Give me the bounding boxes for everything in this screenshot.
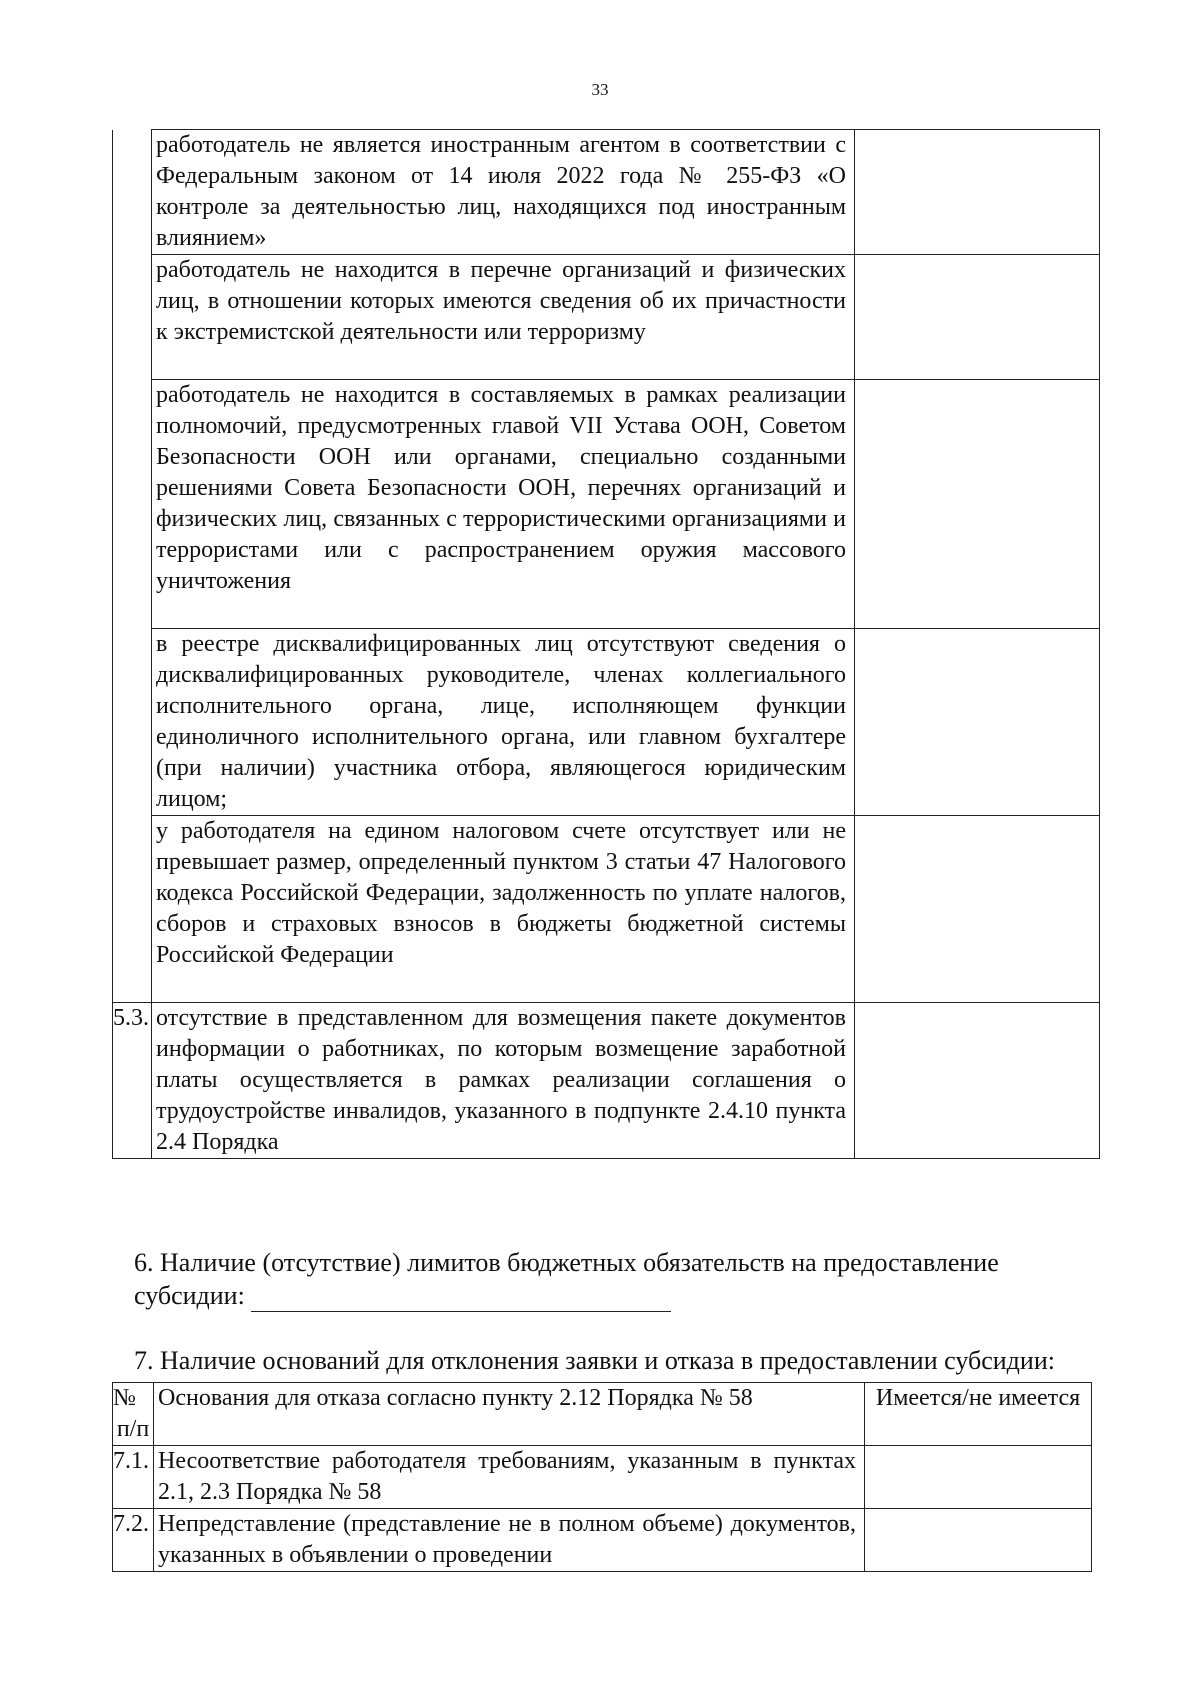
rejection-grounds-table bbox=[112, 1382, 1092, 1572]
table-row bbox=[113, 255, 1100, 380]
row-number bbox=[113, 130, 152, 255]
section-6-line-1: 6. Наличие (отсутствие) лимитов бюджетных обязательств на предоставление bbox=[134, 1248, 999, 1277]
header-basis: Основания для отказа согласно пункту 2.12 Порядка № 58 bbox=[154, 1383, 865, 1446]
table-row bbox=[113, 1446, 1092, 1509]
ground-text: Непредставление (представление не в полном объеме) документов, указанных в объявлении о проведении bbox=[154, 1509, 865, 1572]
criterion-text: отсутствие в представленном для возмещения пакете документов информации о работниках, по которым возмещение заработной платы осуществляется в рамках реализации соглашения о трудоустройстве инвалидов, указанного в подпункте 2.4.10 пункта 2.4 Порядка bbox=[152, 1003, 855, 1159]
row-number: 5.3. bbox=[113, 1003, 152, 1159]
status-cell[interactable] bbox=[855, 629, 1100, 816]
criterion-text: работодатель не является иностранным агентом в соответствии с Федеральным законом от 14 июля 2022 года № 255-ФЗ «О контроле за деятельностью лиц, находящихся под иностранным влиянием» bbox=[152, 130, 855, 255]
row-number: 7.1. bbox=[113, 1446, 154, 1509]
header-status: Имеется/не имеется bbox=[865, 1383, 1092, 1446]
table-header-row bbox=[113, 1383, 1092, 1446]
status-cell[interactable] bbox=[855, 1003, 1100, 1159]
table-row bbox=[113, 1003, 1100, 1159]
status-cell[interactable] bbox=[855, 380, 1100, 629]
section-6-line-2 bbox=[134, 1280, 671, 1312]
status-cell[interactable] bbox=[865, 1509, 1092, 1572]
section-6-label: субсидии: bbox=[134, 1281, 245, 1310]
table-row bbox=[113, 130, 1100, 255]
section-7-heading: 7. Наличие оснований для отклонения заявки и отказа в предоставлении субсидии: bbox=[134, 1346, 1055, 1375]
row-number: 7.2. bbox=[113, 1509, 154, 1572]
status-cell[interactable] bbox=[855, 255, 1100, 380]
status-cell[interactable] bbox=[855, 130, 1100, 255]
criterion-text: в реестре дисквалифицированных лиц отсутствуют сведения о дисквалифицированных руководителе, членах коллегиального исполнительного органа, лице, исполняющем функции единоличного исполнительного органа, или главном бухгалтере (при наличии) участника отбора, являющегося юридическим лицом; bbox=[152, 629, 855, 816]
criteria-table-continued bbox=[112, 129, 1100, 1159]
row-number bbox=[113, 380, 152, 629]
criterion-text: работодатель не находится в перечне организаций и физических лиц, в отношении которых имеются сведения об их причастности к экстремистской деятельности или терроризму bbox=[152, 255, 855, 380]
table-row bbox=[113, 1509, 1092, 1572]
page-number: 33 bbox=[591, 80, 609, 99]
table-row bbox=[113, 629, 1100, 816]
status-cell[interactable] bbox=[855, 816, 1100, 1003]
row-number bbox=[113, 816, 152, 1003]
criterion-text: работодатель не находится в составляемых в рамках реализации полномочий, предусмотренных главой VII Устава ООН, Советом Безопасности ООН или органами, специально созданными решениями Совета Безопасности ООН, перечнях организаций и физических лиц, связанных с террористическими организациями и террористами или с распространением оружия массового уничтожения bbox=[152, 380, 855, 629]
row-number bbox=[113, 255, 152, 380]
table-row bbox=[113, 816, 1100, 1003]
row-number bbox=[113, 629, 152, 816]
ground-text: Несоответствие работодателя требованиям, указанным в пунктах 2.1, 2.3 Порядка № 58 bbox=[154, 1446, 865, 1509]
table-row bbox=[113, 380, 1100, 629]
criterion-text: у работодателя на едином налоговом счете отсутствует или не превышает размер, определенный пунктом 3 статьи 47 Налогового кодекса Российской Федерации, задолженность по уплате налогов, сборов и страховых взносов в бюджеты бюджетной системы Российской Федерации bbox=[152, 816, 855, 1003]
header-number: № п/п bbox=[113, 1383, 154, 1446]
status-cell[interactable] bbox=[865, 1446, 1092, 1509]
fill-in-blank[interactable] bbox=[251, 1285, 671, 1312]
